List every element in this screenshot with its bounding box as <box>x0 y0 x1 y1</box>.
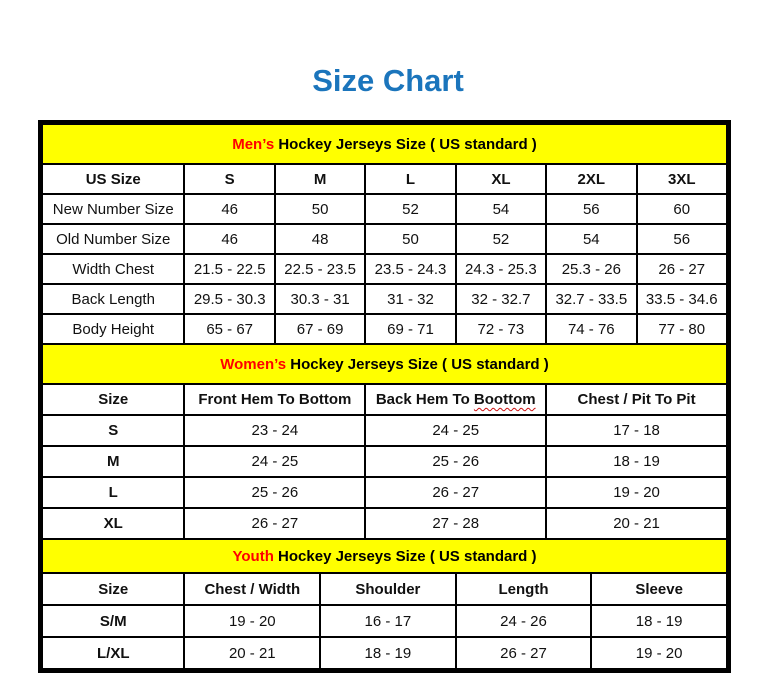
mens-value-cell: 46 <box>184 224 274 254</box>
mens-value-cell: 50 <box>365 224 455 254</box>
page-title: Size Chart <box>312 63 464 98</box>
youth-banner-text: Hockey Jerseys Size ( US standard ) <box>273 547 537 565</box>
mens-row-label: Old Number Size <box>42 224 184 254</box>
mens-value-cell: 48 <box>275 224 365 254</box>
mens-value-cell: 46 <box>184 194 274 224</box>
mens-header-row <box>42 164 727 194</box>
youth-value-cell: 18 - 19 <box>320 637 456 669</box>
mens-row-label: Back Length <box>42 284 184 314</box>
mens-value-cell: 74 - 76 <box>546 314 636 344</box>
mens-value-cell: 67 - 69 <box>275 314 365 344</box>
mens-value-cell: 21.5 - 22.5 <box>184 254 274 284</box>
mens-value-cell: 72 - 73 <box>456 314 546 344</box>
mens-value-cell: 65 - 67 <box>184 314 274 344</box>
womens-row-label: M <box>42 446 184 477</box>
womens-header-row <box>42 384 727 415</box>
mens-col-header-l: L <box>365 164 455 194</box>
mens-value-cell: 56 <box>546 194 636 224</box>
youth-value-cell: 20 - 21 <box>184 637 320 669</box>
womens-value-cell: 26 - 27 <box>184 508 365 539</box>
youth-col-header-sleeve: Sleeve <box>591 573 727 605</box>
mens-value-cell: 54 <box>546 224 636 254</box>
mens-value-cell: 60 <box>637 194 727 224</box>
mens-section-banner <box>42 124 727 164</box>
table-row <box>42 477 727 508</box>
mens-value-cell: 33.5 - 34.6 <box>637 284 727 314</box>
mens-row-label: Body Height <box>42 314 184 344</box>
womens-banner-text: Hockey Jerseys Size ( US standard ) <box>286 355 549 373</box>
mens-value-cell: 52 <box>365 194 455 224</box>
mens-value-cell: 31 - 32 <box>365 284 455 314</box>
table-row <box>42 415 727 446</box>
womens-col-header-size: Size <box>42 384 184 415</box>
womens-value-cell: 25 - 26 <box>365 446 546 477</box>
womens-col-header-front-hem: Front Hem To Bottom <box>184 384 365 415</box>
mens-value-cell: 30.3 - 31 <box>275 284 365 314</box>
mens-value-cell: 25.3 - 26 <box>546 254 636 284</box>
youth-value-cell: 18 - 19 <box>591 605 727 637</box>
womens-value-cell: 26 - 27 <box>365 477 546 508</box>
size-chart-table <box>41 123 728 670</box>
back-hem-label-prefix: Back Hem To <box>375 391 474 408</box>
table-row <box>42 508 727 539</box>
womens-value-cell: 18 - 19 <box>546 446 727 477</box>
womens-value-cell: 24 - 25 <box>184 446 365 477</box>
mens-row-label: Width Chest <box>42 254 184 284</box>
table-row <box>42 637 727 669</box>
mens-banner-highlight: Men’s <box>232 135 275 153</box>
mens-banner-row <box>42 124 727 164</box>
mens-col-header-3xl: 3XL <box>637 164 727 194</box>
youth-value-cell: 24 - 26 <box>456 605 592 637</box>
womens-value-cell: 17 - 18 <box>546 415 727 446</box>
mens-col-header-xl: XL <box>456 164 546 194</box>
mens-col-header-us-size: US Size <box>42 164 184 194</box>
mens-col-header-2xl: 2XL <box>546 164 636 194</box>
womens-banner-row <box>42 344 727 384</box>
womens-col-header-chest: Chest / Pit To Pit <box>546 384 727 415</box>
mens-value-cell: 56 <box>637 224 727 254</box>
mens-value-cell: 24.3 - 25.3 <box>456 254 546 284</box>
youth-value-cell: 19 - 20 <box>184 605 320 637</box>
mens-col-header-s: S <box>184 164 274 194</box>
mens-value-cell: 29.5 - 30.3 <box>184 284 274 314</box>
mens-value-cell: 26 - 27 <box>637 254 727 284</box>
youth-value-cell: 19 - 20 <box>591 637 727 669</box>
mens-value-cell: 77 - 80 <box>637 314 727 344</box>
womens-value-cell: 27 - 28 <box>365 508 546 539</box>
youth-header-row <box>42 573 727 605</box>
womens-value-cell: 19 - 20 <box>546 477 727 508</box>
table-row <box>42 194 727 224</box>
youth-col-header-shoulder: Shoulder <box>320 573 456 605</box>
womens-value-cell: 23 - 24 <box>184 415 365 446</box>
youth-col-header-size: Size <box>42 573 184 605</box>
back-hem-misspelled-word: Boottom <box>473 391 536 408</box>
womens-row-label: S <box>42 415 184 446</box>
youth-row-label: L/XL <box>42 637 184 669</box>
table-row <box>42 224 727 254</box>
womens-section-banner <box>42 344 727 384</box>
mens-value-cell: 32.7 - 33.5 <box>546 284 636 314</box>
youth-value-cell: 16 - 17 <box>320 605 456 637</box>
womens-col-header-back-hem <box>365 384 546 415</box>
table-row <box>42 605 727 637</box>
womens-value-cell: 24 - 25 <box>365 415 546 446</box>
size-chart-tables <box>38 120 731 673</box>
youth-banner-highlight: Youth <box>232 547 274 565</box>
mens-value-cell: 50 <box>275 194 365 224</box>
womens-row-label: XL <box>42 508 184 539</box>
youth-col-header-length: Length <box>456 573 592 605</box>
youth-banner-row <box>42 539 727 573</box>
mens-value-cell: 23.5 - 24.3 <box>365 254 455 284</box>
youth-col-header-chest-width: Chest / Width <box>184 573 320 605</box>
mens-value-cell: 32 - 32.7 <box>456 284 546 314</box>
table-row <box>42 314 727 344</box>
womens-banner-highlight: Women’s <box>220 355 287 373</box>
table-row <box>42 446 727 477</box>
youth-row-label: S/M <box>42 605 184 637</box>
womens-row-label: L <box>42 477 184 508</box>
mens-banner-text: Hockey Jerseys Size ( US standard ) <box>274 135 537 153</box>
mens-value-cell: 52 <box>456 224 546 254</box>
mens-value-cell: 69 - 71 <box>365 314 455 344</box>
womens-value-cell: 20 - 21 <box>546 508 727 539</box>
womens-value-cell: 25 - 26 <box>184 477 365 508</box>
youth-section-banner <box>42 539 727 573</box>
mens-row-label: New Number Size <box>42 194 184 224</box>
youth-value-cell: 26 - 27 <box>456 637 592 669</box>
mens-col-header-m: M <box>275 164 365 194</box>
table-row <box>42 284 727 314</box>
mens-value-cell: 22.5 - 23.5 <box>275 254 365 284</box>
mens-value-cell: 54 <box>456 194 546 224</box>
table-row <box>42 254 727 284</box>
